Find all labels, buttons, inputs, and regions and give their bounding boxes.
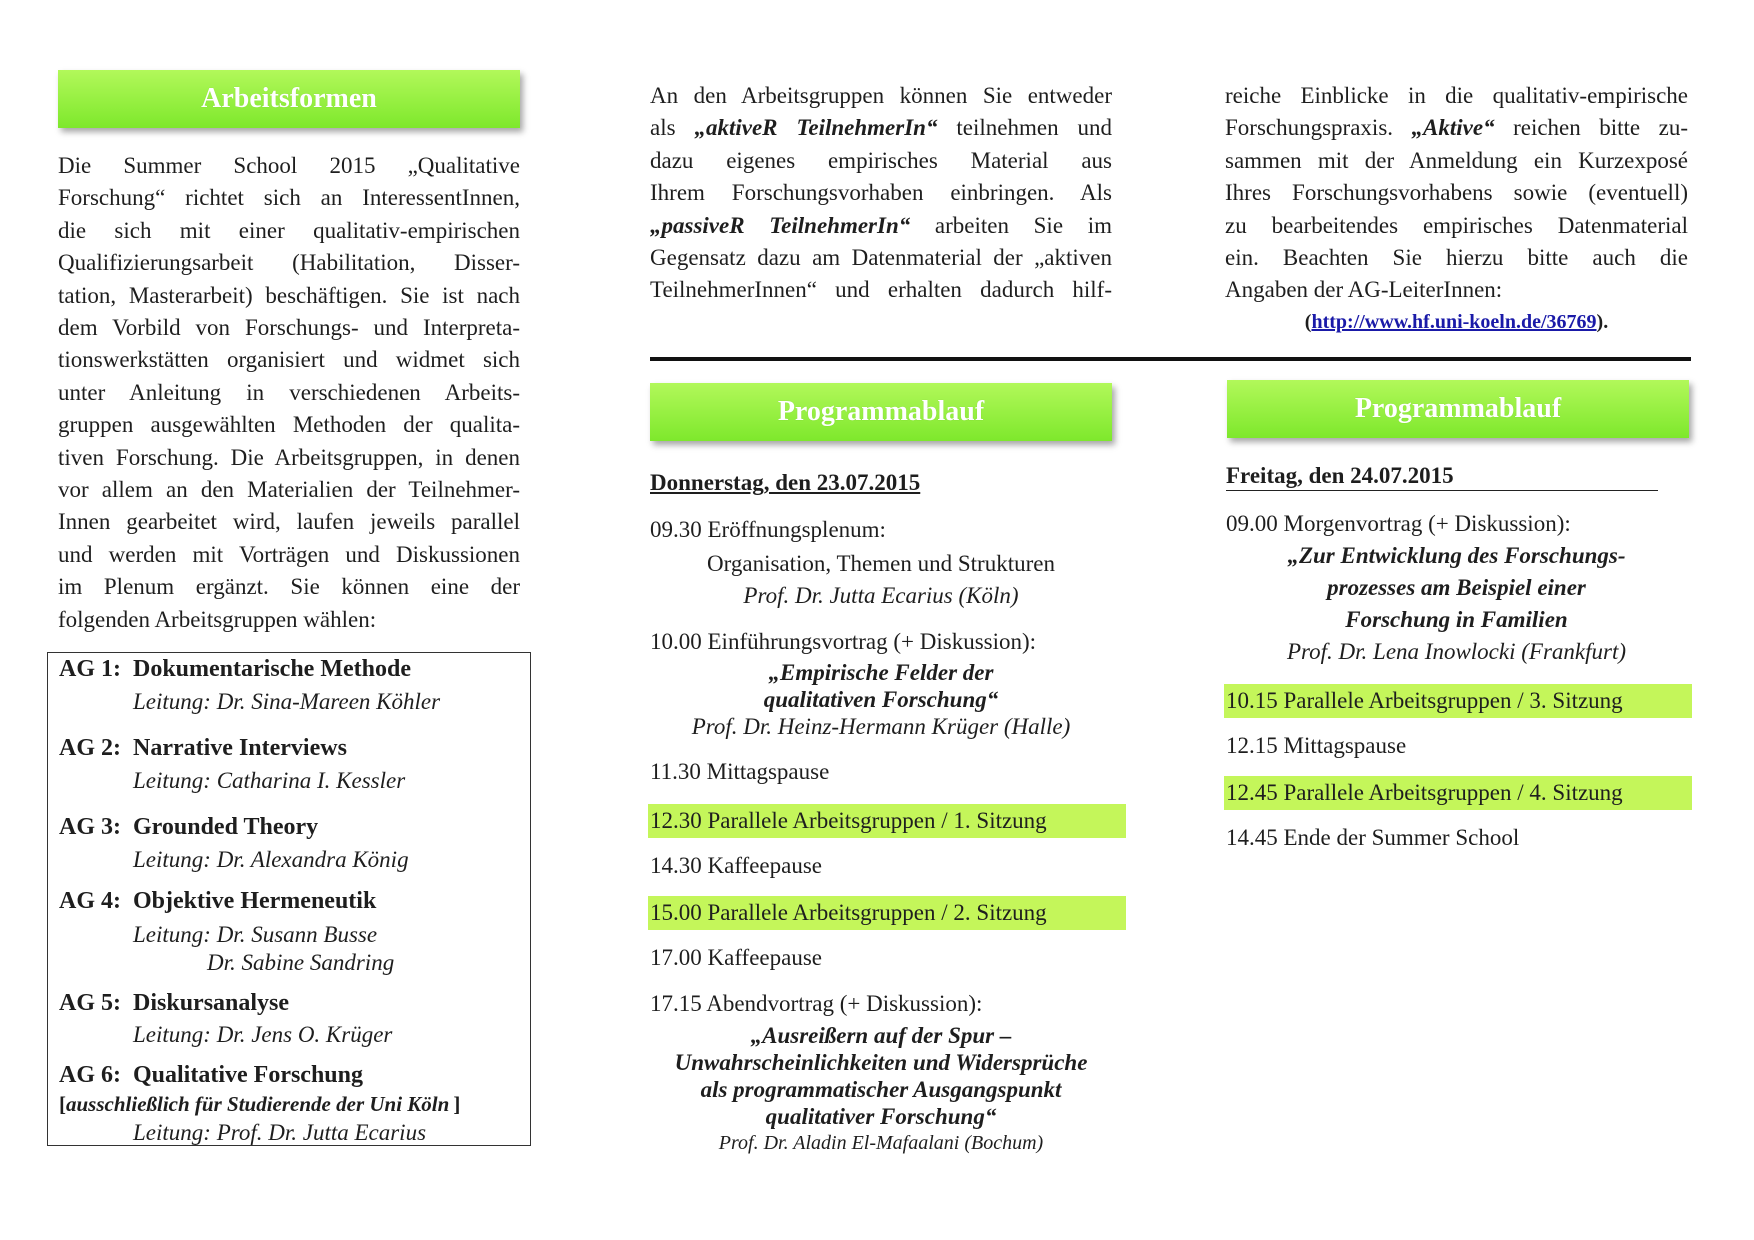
ag-2-lead: Leitung: Catharina I. Kessler xyxy=(133,768,406,793)
talk-speaker: Prof. Dr. Aladin El-Mafaalani (Bochum) xyxy=(718,1132,1044,1154)
intro-line: gruppen ausgewählten Methoden der qualita- xyxy=(58,412,520,438)
ag-5-number: AG 5: xyxy=(59,990,121,1016)
talk-title: qualitativen Forschung“ xyxy=(763,687,999,712)
para-line: ein. Beachten Sie hierzu bitte auch die xyxy=(1225,245,1688,271)
ag-2-number: AG 2: xyxy=(59,735,121,761)
event-1700: 17.00 Kaffeepause xyxy=(650,945,823,970)
text: als xyxy=(650,115,676,141)
ag-2-title: Narrative Interviews xyxy=(133,735,347,761)
text: Forschungspraxis. xyxy=(1225,115,1394,141)
ag-4-number: AG 4: xyxy=(59,888,121,914)
banner-label: Programmablauf xyxy=(777,396,985,427)
event-subtitle: Organisation, Themen und Strukturen xyxy=(707,551,1055,576)
event-0930-details xyxy=(650,548,1112,612)
intro-line: folgenden Arbeitsgruppen wählen: xyxy=(58,606,377,632)
para-line: An den Arbeitsgruppen können Sie entweder xyxy=(650,83,1112,108)
event-1000-details xyxy=(650,659,1112,740)
text: reichen bitte zu- xyxy=(1513,115,1688,141)
intro-line: Forschung“ richtet sich an InteressentInnen, xyxy=(58,185,520,211)
talk-speaker: Prof. Dr. Heinz-Hermann Krüger (Halle) xyxy=(691,714,1071,739)
ag-5-lead: Leitung: Dr. Jens O. Krüger xyxy=(133,1022,393,1047)
event-1000: 10.00 Einführungsvortrag (+ Diskussion): xyxy=(650,629,1037,654)
intro-line: unter Anleitung in verschiedenen Arbeits- xyxy=(58,379,520,405)
ag-6-lead: Leitung: Prof. Dr. Jutta Ecarius xyxy=(133,1120,427,1145)
para-line: sammen mit der Anmeldung ein Kurzexposé xyxy=(1225,147,1688,173)
event-0930: 09.30 Eröffnungsplenum: xyxy=(650,517,886,542)
bracket: [ xyxy=(59,1092,66,1116)
para-line: reiche Einblicke in die qualitativ-empirische xyxy=(1225,83,1688,108)
event-1445: 14.45 Ende der Summer School xyxy=(1226,825,1520,850)
intro-line: Die Summer School 2015 „Qualitative xyxy=(58,153,520,178)
event-1215: 12.15 Mittagspause xyxy=(1226,733,1407,758)
para-line xyxy=(1225,112,1688,144)
event-1715-details xyxy=(640,1022,1122,1157)
col3-top-paragraph xyxy=(1225,80,1688,338)
intro-line: dem Vorbild von Forschungs- und Interpreta- xyxy=(58,315,520,341)
para-line: Ihrem Forschungsvorhaben einbringen. Als xyxy=(650,180,1112,206)
intro-line: Innen gearbeitet wird, laufen jeweils parallel xyxy=(58,509,520,535)
ag-1-lead: Leitung: Dr. Sina-Mareen Köhler xyxy=(133,689,441,714)
para-line xyxy=(650,112,1112,144)
intro-line: tation, Masterarbeit) beschäftigen. Sie ist nach xyxy=(58,282,520,308)
ag-4-lead-2: Dr. Sabine Sandring xyxy=(207,950,395,975)
ag-info-link[interactable]: http://www.hf.uni-koeln.de/36769 xyxy=(1311,311,1597,334)
ag-1-number: AG 1: xyxy=(59,656,121,682)
ag-5-title: Diskursanalyse xyxy=(133,990,290,1016)
intro-line: vor allem an den Materialien der Teilnehmer- xyxy=(58,477,520,503)
ag-6-note-text: ausschließlich für Studierende der Uni Köln xyxy=(66,1092,450,1116)
date-thursday: Donnerstag, den 23.07.2015 xyxy=(650,470,921,495)
para-line: TeilnehmerInnen“ und erhalten dadurch hilf- xyxy=(650,277,1112,303)
talk-title: „Empirische Felder der xyxy=(768,660,994,685)
section-divider xyxy=(650,357,1691,361)
paren: ( xyxy=(1304,311,1312,334)
intro-line: die sich mit einer qualitativ-empirischen xyxy=(58,217,520,243)
para-line: Gegensatz dazu am Datenmaterial der „aktiven xyxy=(650,245,1112,271)
banner-programmablauf-1 xyxy=(650,383,1112,441)
event-0900-details xyxy=(1225,540,1688,668)
role-active: „aktiveR TeilnehmerIn“ xyxy=(694,115,938,141)
date-friday: Freitag, den 24.07.2015 xyxy=(1226,463,1454,488)
event-1130: 11.30 Mittagspause xyxy=(650,759,830,784)
banner-label: Programmablauf xyxy=(1354,393,1562,424)
talk-title: „Zur Entwicklung des Forschungs- xyxy=(1287,543,1626,568)
ag-link-line xyxy=(1225,306,1688,338)
banner-arbeitsformen xyxy=(58,70,520,128)
para-line: zu bearbeitendes empirisches Datenmaterial xyxy=(1225,212,1688,238)
event-1015-highlight: 10.15 Parallele Arbeitsgruppen / 3. Sitzung xyxy=(1224,684,1692,718)
bracket: ] xyxy=(453,1092,461,1116)
event-1500-highlight: 15.00 Parallele Arbeitsgruppen / 2. Sitzung xyxy=(648,896,1126,930)
text: arbeiten Sie im xyxy=(934,212,1112,238)
talk-title: prozesses am Beispiel einer xyxy=(1327,575,1586,600)
col2-top-paragraph xyxy=(650,80,1112,307)
intro-line: tiven Forschung. Die Arbeitsgruppen, in denen xyxy=(58,444,520,470)
para-line: Ihres Forschungsvorhabens sowie (eventuell) xyxy=(1225,180,1688,206)
ag-4-lead: Leitung: Dr. Susann Busse xyxy=(133,922,378,947)
ag-3-lead: Leitung: Dr. Alexandra König xyxy=(133,847,409,872)
talk-speaker: Prof. Dr. Lena Inowlocki (Frankfurt) xyxy=(1286,639,1626,664)
role-active: „Aktive“ xyxy=(1411,115,1495,141)
date-friday-underline xyxy=(1226,463,1658,491)
event-1230-highlight: 12.30 Parallele Arbeitsgruppen / 1. Sitzung xyxy=(648,804,1126,838)
intro-line: im Plenum ergänzt. Sie können eine der xyxy=(58,574,520,600)
event-1715: 17.15 Abendvortrag (+ Diskussion): xyxy=(650,991,983,1016)
event-0900: 09.00 Morgenvortrag (+ Diskussion): xyxy=(1226,511,1571,536)
text: teilnehmen und xyxy=(956,115,1112,141)
talk-title: qualitativer Forschung“ xyxy=(765,1104,997,1129)
talk-title: Unwahrscheinlichkeiten und Widersprüche xyxy=(674,1050,1088,1075)
event-speaker: Prof. Dr. Jutta Ecarius (Köln) xyxy=(743,583,1019,608)
para-line: Angaben der AG-LeiterInnen: xyxy=(1225,277,1503,303)
intro-line: und werden mit Vorträgen und Diskussionen xyxy=(58,541,520,567)
talk-title: „Ausreißern auf der Spur – xyxy=(750,1023,1012,1048)
ag-6-title: Qualitative Forschung xyxy=(133,1062,364,1088)
ag-6-number: AG 6: xyxy=(59,1062,121,1088)
event-1430: 14.30 Kaffeepause xyxy=(650,853,823,878)
para-line xyxy=(650,210,1112,242)
intro-line: Qualifizierungsarbeit (Habilitation, Disser- xyxy=(58,250,520,276)
talk-title: als programmatischer Ausgangspunkt xyxy=(700,1077,1062,1102)
paren: ). xyxy=(1596,311,1609,334)
intro-line: tionswerkstätten organisiert und widmet sich xyxy=(58,347,520,373)
intro-paragraph xyxy=(58,150,520,636)
talk-title: Forschung in Familien xyxy=(1345,607,1568,632)
ag-1-title: Dokumentarische Methode xyxy=(133,656,411,682)
ag-3-number: AG 3: xyxy=(59,814,121,840)
ag-4-title: Objektive Hermeneutik xyxy=(133,888,377,914)
ag-3-title: Grounded Theory xyxy=(133,814,319,840)
banner-label: Arbeitsformen xyxy=(201,83,377,114)
para-line: dazu eigenes empirisches Material aus xyxy=(650,147,1112,173)
banner-programmablauf-2 xyxy=(1227,380,1689,438)
ag-6-note xyxy=(59,1092,460,1117)
role-passive: „passiveR TeilnehmerIn“ xyxy=(650,212,911,238)
event-1245-highlight: 12.45 Parallele Arbeitsgruppen / 4. Sitzung xyxy=(1224,776,1692,810)
